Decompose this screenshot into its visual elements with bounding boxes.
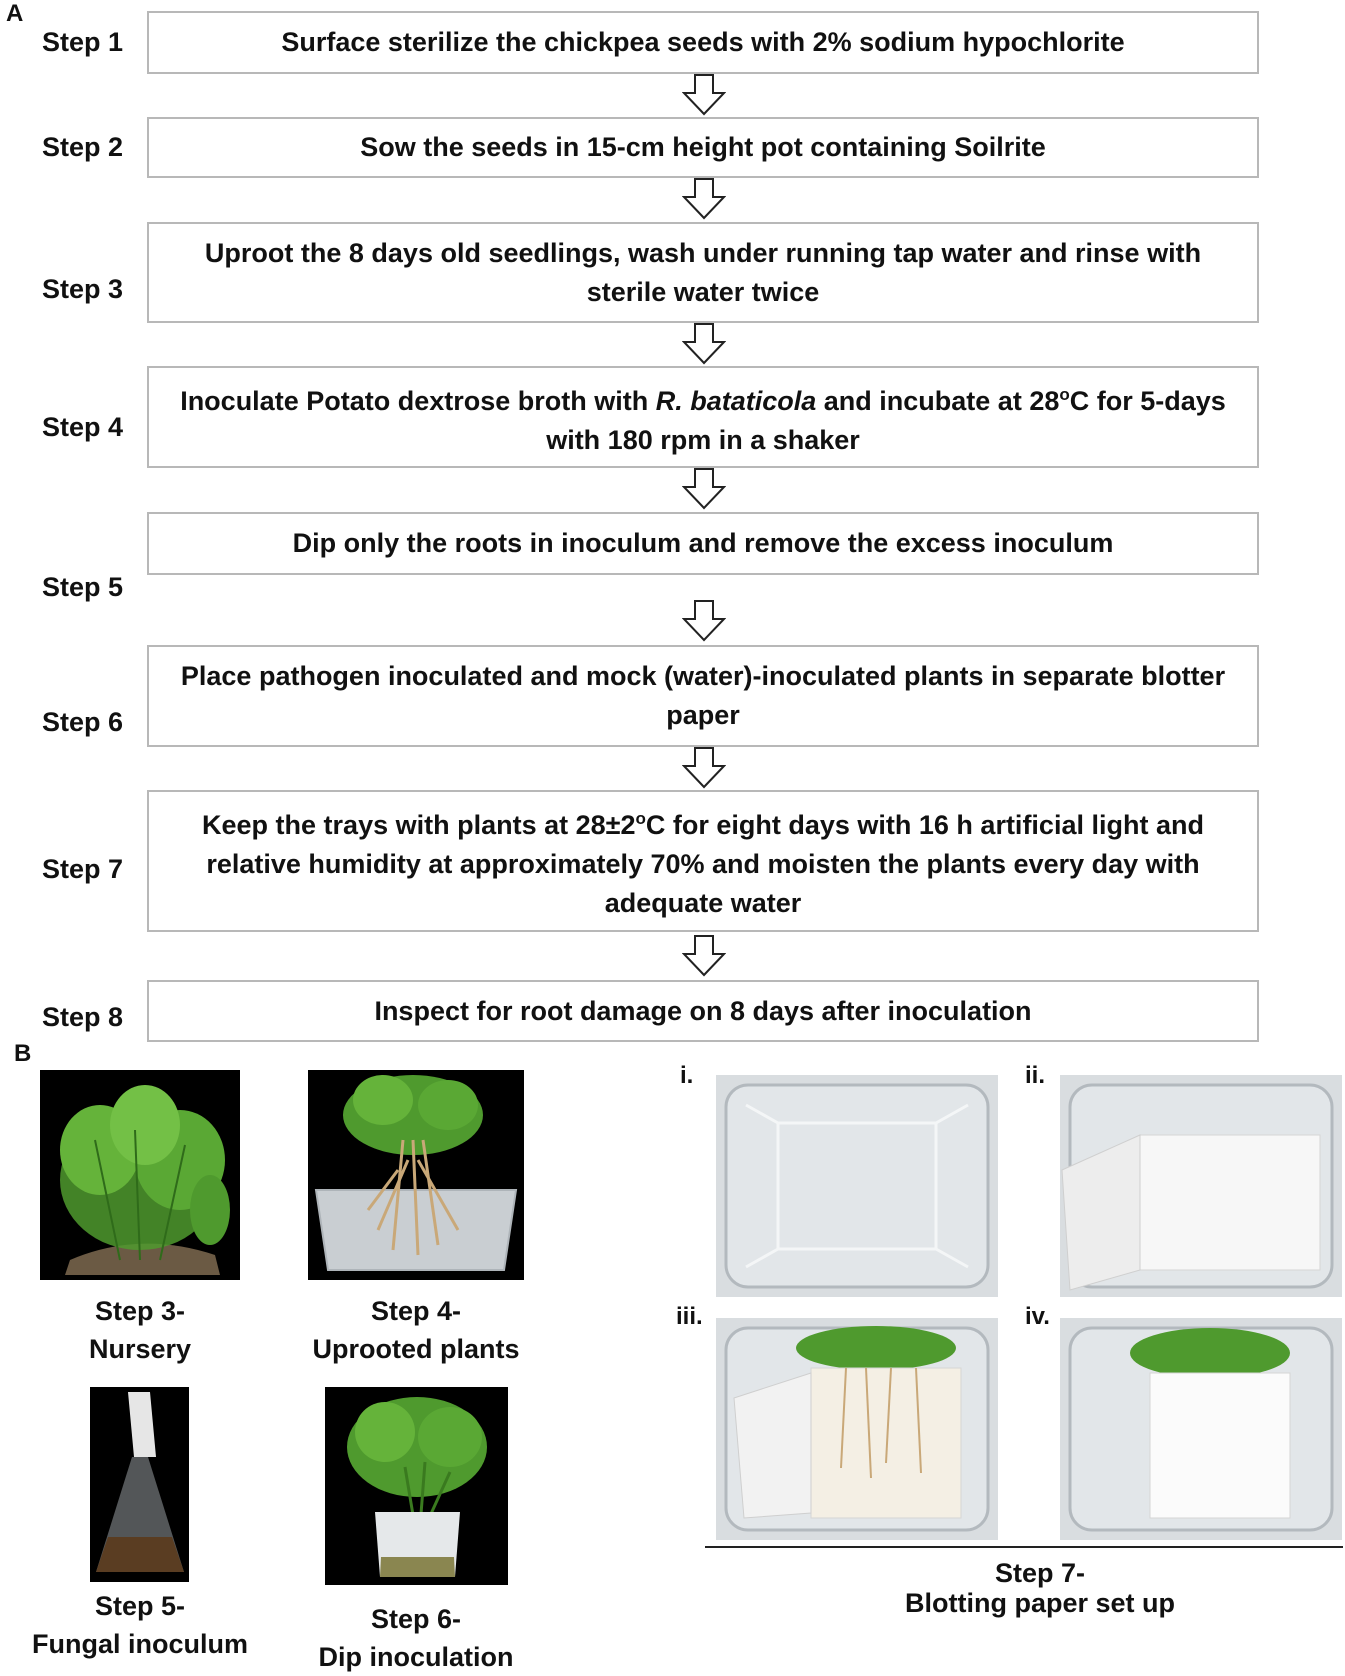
step-label-6: Step 6 [42,707,124,737]
caption-uprooted-line1: Step 4- [370,1296,462,1326]
fungal-inoculum-photo [90,1387,189,1582]
uprooted-plants-photo [308,1070,524,1280]
caption-fungal-line1: Step 5- [94,1591,186,1621]
tray-ii-photo [1060,1075,1342,1297]
down-arrow-icon [682,747,726,789]
caption-uprooted-line2: Uprooted plants [312,1334,520,1364]
step-text-7 [177,799,1229,923]
step-text-1: Surface sterilize the chickpea seeds with 2% sodium hypochlorite [281,27,1125,57]
tray-iv-photo [1060,1318,1342,1540]
dip-inoculation-photo [325,1387,508,1585]
step-label-4: Step 4 [42,412,124,442]
tray-numeral-iii: iii. [676,1303,703,1330]
caption-blotting [820,1554,1260,1622]
caption-nursery-line2: Nursery [88,1334,192,1364]
caption-uprooted [290,1292,542,1368]
step-text-4-pre: Inoculate Potato dextrose broth with [180,385,656,416]
caption-dip-line1: Step 6- [370,1604,462,1634]
down-arrow-icon [682,74,726,116]
down-arrow-icon [682,323,726,365]
caption-nursery [40,1292,240,1368]
step-label-3: Step 3 [42,274,124,304]
tray-i-photo [716,1075,998,1297]
step-text-4 [177,375,1229,460]
nursery-photo [40,1070,240,1280]
panel-letter-a: A [6,0,24,27]
step-text-6: Place pathogen inoculated and mock (water)-inoculated plants in separate blotter paper [180,661,1226,730]
caption-blotting-line1: Step 7- [994,1558,1086,1588]
tray-caption-rule [705,1546,1343,1548]
step-label-5: Step 5 [42,572,124,602]
step-box-2 [147,117,1259,178]
panel-letter-b: B [14,1040,32,1067]
down-arrow-icon [682,468,726,510]
step-box-4 [147,366,1259,468]
caption-blotting-line2: Blotting paper set up [905,1588,1175,1618]
step-label-7: Step 7 [42,854,124,884]
step-text-5: Dip only the roots in inoculum and remove the excess inoculum [292,528,1114,558]
step-text-7-post: C for eight days with 16 h artificial light and relative humidity at approximately 70% and moisten the plants every day with adequate water [206,810,1204,918]
step-text-7-degree: o [635,809,646,828]
step-text-3: Uproot the 8 days old seedlings, wash under running tap water and rinse with sterile water twice [204,237,1202,307]
step-box-5 [147,512,1259,575]
step-text-2: Sow the seeds in 15-cm height pot containing Soilrite [360,132,1046,162]
step-box-7 [147,790,1259,932]
step-label-2: Step 2 [42,132,124,162]
tray-numeral-iv: iv. [1025,1303,1050,1330]
tray-numeral-i: i. [680,1062,694,1089]
step-box-3 [147,222,1259,323]
step-text-4-post: C for 5-days with 180 rpm in a shaker [546,385,1226,455]
step-box-8 [147,980,1259,1042]
tray-numeral-ii: ii. [1025,1062,1046,1089]
tray-iii-photo [716,1318,998,1540]
down-arrow-icon [682,600,726,642]
step-label-1: Step 1 [42,27,124,57]
caption-dip [296,1600,536,1676]
step-text-7-pre: Keep the trays with plants at 28±2 [202,810,636,840]
step-text-8: Inspect for root damage on 8 days after inoculation [374,995,1032,1026]
caption-dip-line2: Dip inoculation [318,1642,514,1672]
down-arrow-icon [682,178,726,220]
down-arrow-icon [682,935,726,977]
step-box-1 [147,11,1259,74]
caption-fungal [16,1587,264,1663]
step-text-4-mid: and incubate at 28 [816,385,1060,416]
step-text-4-species: R. bataticola [655,385,817,416]
step-label-8: Step 8 [42,1002,124,1032]
step-box-6 [147,645,1259,747]
step-text-4-degree: o [1059,384,1070,404]
caption-fungal-line2: Fungal inoculum [32,1629,248,1659]
caption-nursery-line1: Step 3- [94,1296,186,1326]
